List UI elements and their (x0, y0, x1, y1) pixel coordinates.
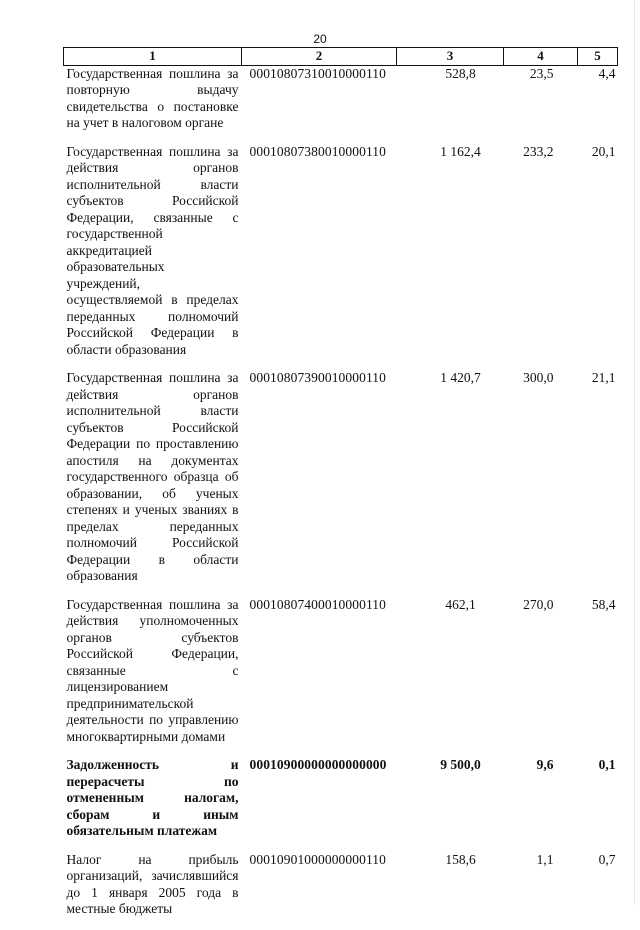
column-header-3: 3 (397, 48, 504, 66)
row-value-5: 21,1 (591, 370, 616, 385)
column-header-2: 2 (242, 48, 397, 66)
table-row-subtotal (64, 757, 618, 852)
row-value-3: 1 162,4 (440, 143, 481, 159)
row-code: 00010901000000000110 (249, 851, 386, 867)
page-number: 20 (313, 32, 327, 46)
scan-edge-line (634, 0, 635, 905)
row-value-3: 528,8 (445, 65, 476, 81)
row-value-5: 4,4 (598, 65, 616, 81)
row-value-5: 58,4 (591, 596, 616, 612)
table-row (64, 370, 618, 597)
table-header-row (64, 48, 618, 66)
row-name: Государственная пошлина за действия органов исполнительной власти субъектов Российской Федерации по проставлению апостиля на документах государственного образца об образовании, об ученых степенях и ученых званиях в пределах переданных полномочий Российской Федерации в области образования (66, 370, 239, 583)
column-header-5: 5 (578, 48, 618, 66)
row-value-3: 462,1 (445, 596, 476, 612)
table-row (64, 852, 618, 930)
row-value-4: 233,2 (523, 143, 554, 159)
row-name: Государственная пошлина за повторную выдачу свидетельства о постановке на учет в налоговом органе (66, 65, 239, 130)
row-value-3: 158,6 (445, 851, 476, 867)
row-value-5: 0,1 (598, 757, 616, 772)
row-value-5: 0,7 (598, 851, 616, 867)
row-value-4: 1,1 (536, 851, 554, 867)
row-value-3: 9 500,0 (440, 757, 481, 772)
column-header-4: 4 (504, 48, 578, 66)
row-code: 00010807310010000110 (249, 65, 386, 81)
row-code: 00010807400010000110 (249, 596, 386, 612)
row-value-3: 1 420,7 (440, 370, 481, 385)
table-row (64, 144, 618, 371)
row-name: Государственная пошлина за действия органов исполнительной власти субъектов Российской Федерации, связанные с государственной аккредитацией образовательных учреждений, осуществляемой в пределах переданных полномочий Российской Федерации в области образования (66, 143, 239, 357)
table-row (64, 597, 618, 758)
row-code: 00010807390010000110 (249, 370, 386, 385)
table-row (64, 65, 618, 144)
row-name: Налог на прибыль организаций, зачислявшийся до 1 января 2005 года в местные бюджеты (66, 851, 239, 916)
row-value-4: 270,0 (523, 596, 554, 612)
row-name: Задолженность и перерасчеты по отмененным налогам, сборам и иным обязательным платежам (66, 757, 239, 838)
row-code: 00010900000000000000 (249, 757, 387, 772)
revenue-table (63, 47, 618, 930)
row-value-4: 300,0 (523, 370, 554, 385)
row-value-4: 9,6 (536, 757, 554, 772)
row-value-5: 20,1 (591, 143, 616, 159)
row-value-4: 23,5 (529, 65, 554, 81)
column-header-1: 1 (64, 48, 242, 66)
row-name: Государственная пошлина за действия уполномоченных органов субъектов Российской Федерации, связанные с лицензированием предпринимательской деятельности по управлению многоквартирными домами (66, 596, 239, 744)
row-code: 00010807380010000110 (249, 143, 386, 159)
